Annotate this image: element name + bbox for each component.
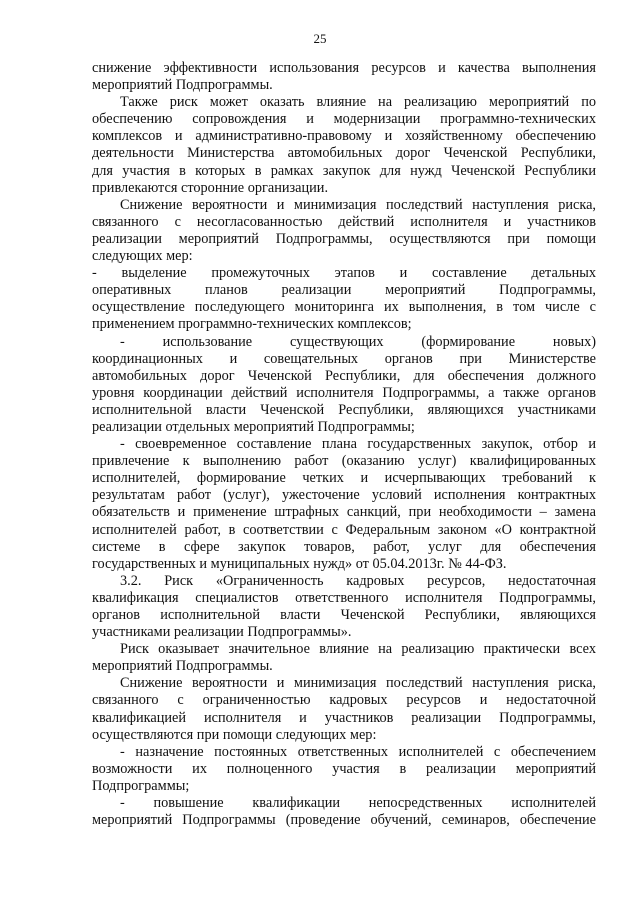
text-line: координационных и совещательных органов при Министерстве [92, 350, 596, 367]
text-line: - выделение промежуточных этапов и составление детальных [92, 265, 596, 282]
text-line: привлечение к выполнению работ (оказанию услуг) квалифицированных [92, 453, 596, 470]
text-line: исполнительной власти Чеченской Республики, являющихся участниками [92, 401, 596, 418]
text-line: автомобильных дорог Чеченской Республики, для обеспечения должного [92, 367, 596, 384]
text-line: квалификация специалистов ответственного исполнителя Подпрограммы, [92, 589, 596, 606]
text-line: реализации отдельных мероприятий Подпрограммы; [92, 418, 415, 435]
text-line: связанного с ограниченностью кадровых ресурсов и недостаточной [92, 692, 596, 709]
text-line: обязательств и применение штрафных санкций, при необходимости – замена [92, 504, 596, 521]
text-line: осуществление последующего мониторинга их выполнения, в том числе с [92, 299, 596, 316]
text-line: мероприятий Подпрограммы. [92, 658, 273, 675]
text-line: государственных и муниципальных нужд» от 05.04.2013г. № 44-ФЗ. [92, 555, 507, 572]
text-line: - повышение квалификации непосредственных исполнителей [120, 795, 596, 812]
text-line: следующих мер: [92, 248, 193, 265]
text-line: системе в сфере закупок товаров, работ, услуг для обеспечения [92, 538, 596, 555]
text-line: Также риск может оказать влияние на реализацию мероприятий по [120, 94, 596, 111]
text-line: Риск оказывает значительное влияние на реализацию практически всех [120, 641, 596, 658]
text-line: уровня координации действий исполнителя Подпрограммы, а также органов [92, 384, 596, 401]
text-line: применением программно-технических комплексов; [92, 316, 412, 333]
text-line: реализации мероприятий Подпрограммы, осуществляются при помощи [92, 230, 596, 247]
text-line: исполнителей работ, в соответствии с Федеральным законом «О контрактной [92, 521, 596, 538]
text-line: возможности их полноценного участия в реализации мероприятий [92, 760, 596, 777]
text-line: - использование существующих (формирование новых) [120, 333, 596, 350]
text-line: осуществляются при помощи следующих мер: [92, 726, 377, 743]
text-line: квалификацией исполнителя и участников реализации Подпрограммы, [92, 709, 596, 726]
text-line: Подпрограммы; [92, 777, 190, 794]
text-line: снижение эффективности использования ресурсов и качества выполнения [92, 60, 596, 76]
text-line: органов исполнительной власти Чеченской Республики, являющихся [92, 607, 596, 623]
text-line: привлекаются сторонние организации. [92, 179, 329, 196]
text-line: обеспечению сопровождения и модернизации программно-технических [92, 111, 596, 128]
body-text [92, 60, 596, 829]
text-line: оперативных планов реализации мероприятий Подпрограммы, [92, 282, 596, 299]
text-line: связанного с несогласованностью действий исполнителя и участников [92, 213, 596, 230]
text-line: Снижение вероятности и минимизация последствий наступления риска, [120, 675, 596, 692]
text-line: Снижение вероятности и минимизация последствий наступления риска, [120, 196, 596, 213]
text-line: результатам работ (услуг), ужесточение условий исполнения контрактных [92, 487, 596, 504]
text-line: участниками реализации Подпрограммы». [92, 624, 352, 641]
text-line: исполнителей, формирование четких и исчерпывающих требований к [92, 470, 596, 487]
text-line: - назначение постоянных ответственных исполнителей с обеспечением [120, 743, 596, 760]
text-line: деятельности Министерства автомобильных дорог Чеченской Республики, [92, 145, 596, 162]
text-line: для участия в которых в рамках закупок для нужд Чеченской Республики [92, 162, 596, 179]
text-line: мероприятий Подпрограммы (проведение обучений, семинаров, обеспечение [92, 812, 596, 829]
text-line: 3.2. Риск «Ограниченность кадровых ресурсов, недостаточная [120, 572, 596, 589]
text-line: мероприятий Подпрограммы. [92, 77, 273, 94]
text-line: комплексов и административно-правовому и хозяйственному обеспечению [92, 128, 596, 145]
text-line: - своевременное составление плана государственных закупок, отбор и [120, 436, 596, 453]
page-number: 25 [313, 31, 327, 46]
